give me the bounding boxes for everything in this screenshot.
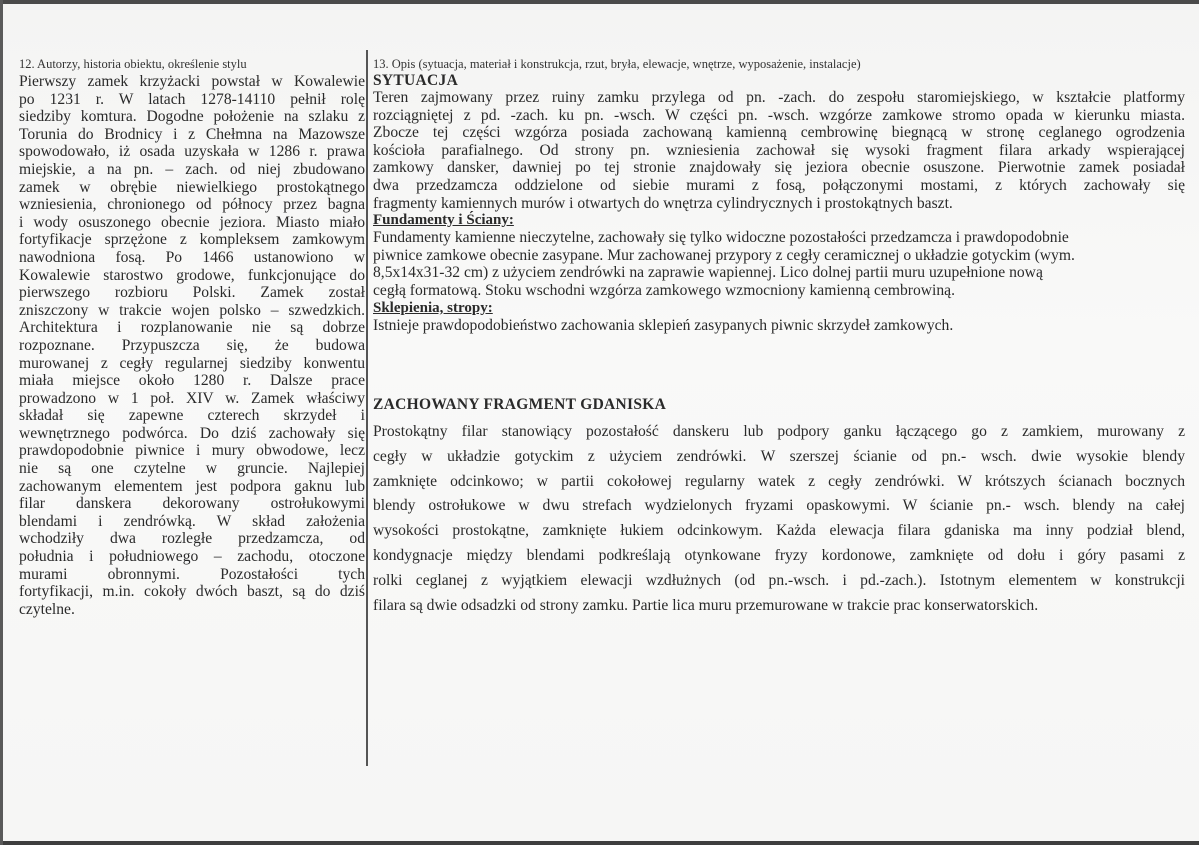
text-line: murami obronnymi. Pozostałości tych (19, 565, 365, 583)
heading-sklepienia: Sklepienia, stropy: (373, 299, 493, 316)
heading-sytuacja: SYTUACJA (373, 72, 459, 89)
text-line: fortyfikacji, m.in. cokoły dwóch baszt, są do dziś (19, 583, 365, 601)
section-12-history (19, 57, 365, 618)
text-line: Architektura i rozplanowanie nie są dobrze (19, 319, 365, 337)
text-line: blendy ostrołukowe w dwu strefach wydzielonych fryzami opaskowymi. W ścianie pn.- wsch. blendy na całej (373, 497, 1185, 515)
column-divider (366, 50, 368, 766)
scan-edge-bottom (0, 841, 1199, 845)
text-line: fortyfikacje sprzężone z kompleksem zamkowym (19, 231, 365, 249)
text-line: blendami i zendrówką. W skład założenia (19, 512, 365, 530)
history-text (19, 73, 365, 618)
text-line: wewnętrznego podwórca. Do dziś zachowały się (19, 424, 365, 442)
text-line: cegłą formatową. Stoku wschodni wzgórza zamkowego wzmocniony kamienną cembrowiną. (373, 281, 955, 299)
heading-fundamenty: Fundamenty i Ściany: (373, 212, 514, 229)
text-line: Pierwszy zamek krzyżacki powstał w Kowalewie (19, 73, 365, 90)
text-line: murowanej z cegły regularnej siedziby konwentu (19, 354, 365, 372)
text-line: zamknięte odcinkowo; w partii cokołowej regularny watek z cegły zendrówki. W krótszych ścianach bocznych (373, 472, 1185, 490)
text-line: Istnieje prawdopodobieństwo zachowania sklepień zasypanych piwnic skrzydeł zamkowych. (373, 316, 954, 334)
text-line: wysokości prostokątne, zamknięte łukiem odcinkowym. Każda elewacja filara gdaniska ma inny podział blend, (373, 522, 1185, 540)
sklepienia-text (373, 317, 1185, 335)
text-line: i wody osuszonego obecnie jeziora. Miasto miało (19, 213, 365, 231)
section-13-description (373, 50, 1185, 614)
text-line: składał się zapewne czterech skrzydeł i (19, 407, 365, 425)
text-line: Kowalewie starostwo grodowe, funkcjonujące do (19, 266, 365, 284)
text-line: rozciągniętej z pd. -zach. ku pn. -wsch. W części pn. -wsch. wzgórze zamkowe stromo opada w kierunku miasta. (373, 106, 1185, 124)
text-line: fragmenty kamiennych murów i otwartych do wnętrza cylindrycznych i prostokątnych baszt. (373, 194, 953, 212)
text-line: cegły w układzie gotyckim z użyciem zendrówki. W szerszej ścianie od pn.- wsch. dwie wysokie blendy (373, 447, 1185, 465)
section-12-label: 12. Autorzy, historia obiektu, określenie stylu (19, 57, 247, 71)
text-line: zamkowy dansker, dawniej po tej stronie znajdowały się jeziora obecnie osuszone. Pierwotnie zamek posiadał (373, 159, 1185, 177)
text-line: wchodziły dwa rozległe przedzamcza, od (19, 530, 365, 548)
text-line: 8,5x14x31-32 cm) z użyciem zendrówki na zaprawie wapiennej. Lico dolnej partii muru uzupełnione nową (373, 264, 1043, 282)
text-line: prawdopodobnie piwnice i mury obwodowe, lecz (19, 442, 365, 460)
scan-edge-left (0, 0, 3, 845)
text-line: dwa przedzamcza oddzielone od siebie murami z fosą, połączonymi mostami, z których zachowały się (373, 176, 1185, 194)
text-line: miejskie, a na pn. – zach. od niej zbudowano (19, 160, 365, 178)
text-line: spowodowało, iż osada uzyskała w 1286 r. prawa (19, 143, 365, 161)
text-line: pierwszego rozbioru Polski. Zamek został (19, 284, 365, 302)
text-line: wzniesienia, chronionego od północy przez bagna (19, 196, 365, 214)
text-line: nawodniona fosą. Po 1466 ustanowiono w (19, 248, 365, 266)
text-line: kondygnacje między blendami podkreślają otynkowane fryzy kordonowe, zamknięte od dołu i góry pasami z (373, 546, 1185, 564)
text-line: rolki ceglanej z wyjątkiem elewacji wzdłużnych (od pn.-wsch. i pd.-zach.). Istotnym elementem w konstrukcji (373, 571, 1185, 589)
text-line: prowadzono w 1 poł. XIV w. Zamek właściwy (19, 389, 365, 407)
text-line: Prostokątny filar stanowiący pozostałość danskeru lub podpory ganku łączącego go z zamkiem, murowany z (373, 423, 1185, 440)
text-line: rozpoznane. Przypuszcza się, że budowa (19, 336, 365, 354)
text-line: zamek w obrębie niewielkiego prostokątnego (19, 178, 365, 196)
text-line: filar danskera dekorowany ostrołukowymi (19, 495, 365, 513)
text-line: filara są dwie odsadzki od strony zamku. Partie lica muru przemurowane w trakcie prac konserwatorskich. (373, 596, 1039, 614)
sytuacja-text (373, 89, 1185, 212)
text-line: miała miejsce około 1280 r. Dalsze prace (19, 372, 365, 390)
text-line: po 1231 r. W latach 1278-14110 pełnił rolę (19, 90, 365, 108)
text-line: Fundamenty kamienne nieczytelne, zachowały się tylko widoczne pozostałości przedzamcza i prawdopodobnie (373, 229, 1069, 247)
text-line: Torunia do Brodnicy i z Chełmna na Mazowsze (19, 125, 365, 143)
fundamenty-text (373, 229, 1185, 299)
text-line: czytelne. (19, 600, 75, 618)
text-line: kościoła parafialnego. Od strony pn. wzniesienia zachował się wysoki fragment filara arkady wspierającej (373, 141, 1185, 159)
text-line: zachowanym elementem jest podpora gaknu lub (19, 477, 365, 495)
text-line: piwnice zamkowe obecnie zasypane. Mur zachowanej przypory z cegły ceramicznej o układzie gotyckim (wym. (373, 246, 1075, 264)
scan-edge-top (0, 0, 1199, 4)
text-line: południa i południowego – zachodu, otoczone (19, 548, 365, 566)
text-line: zniszczony w trakcie wojen polsko – szwedzkich. (19, 301, 365, 319)
text-line: nie są one czytelne w gruncie. Najlepiej (19, 460, 365, 478)
gdanisko-text (373, 423, 1185, 621)
text-line: Teren zajmowany przez ruiny zamku przylega od pn. -zach. do zespołu staromiejskiego, w kształcie platformy (373, 89, 1185, 106)
text-line: Zbocze tej części wzgórza posiada zachowaną kamienną cembrowinę biegnącą w stronę ceglanego ogrodzenia (373, 124, 1185, 142)
text-line: siedziby komtura. Dogodne położenie na szlaku z (19, 108, 365, 126)
heading-gdanisko: ZACHOWANY FRAGMENT GDANISKA (373, 396, 667, 413)
section-13-label: 13. Opis (sytuacja, materiał i konstrukcja, rzut, bryła, elewacje, wnętrze, wyposażenie, instalacje) (373, 57, 861, 71)
